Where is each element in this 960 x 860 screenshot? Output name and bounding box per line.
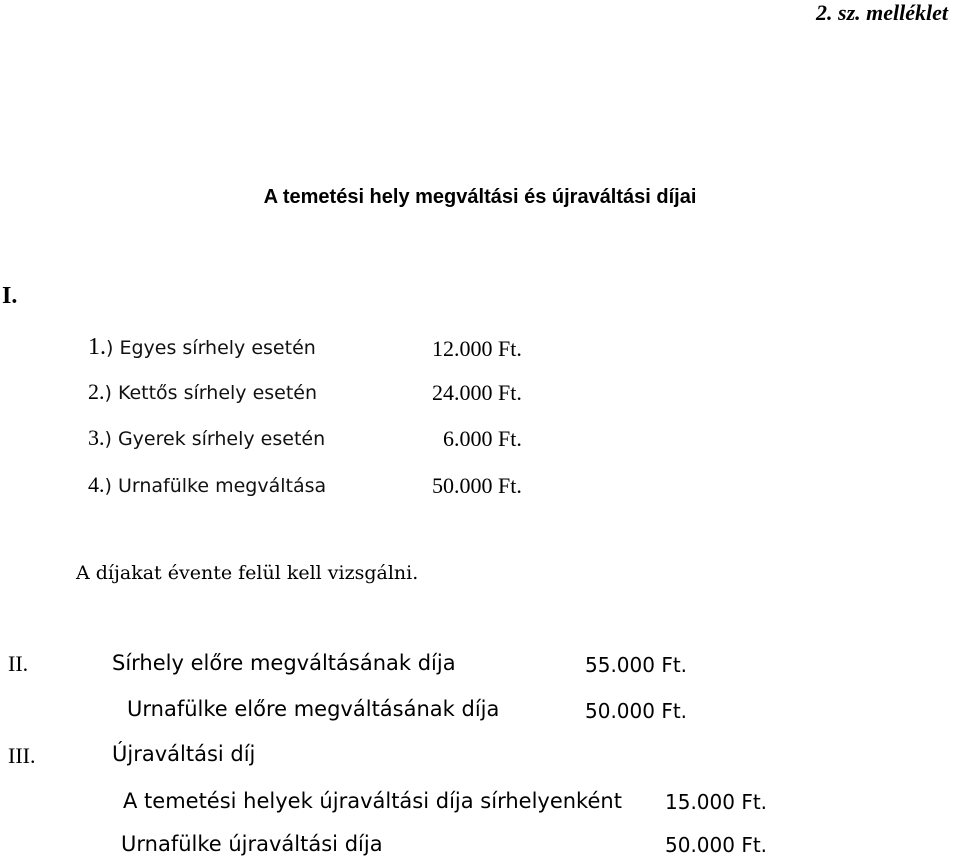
list-item [88,427,325,449]
section-3-heading: Újraváltási díj [112,742,256,766]
section-3-numeral: III. [8,743,36,768]
item-number: 3. [88,425,105,450]
item-amount: 50.000 Ft. [432,473,522,498]
item-label: ) Egyes sírhely esetén [106,337,316,359]
section-2-numeral: II. [8,651,29,676]
section-3-row-label: A temetési helyek újraváltási díja sírhelyenként [123,789,622,813]
item-amount: 6.000 Ft. [443,426,522,451]
section-3-row-amount: 50.000 Ft. [665,833,768,857]
item-label: ) Urnafülke megváltása [104,475,327,497]
section-2-row-label: Urnafülke előre megváltásának díja [127,697,500,721]
section-2-row-label: Sírhely előre megváltásának díja [112,651,456,675]
annex-label: 2. sz. melléklet [816,0,948,25]
item-number: 1. [88,334,106,360]
section-3-row-label: Urnafülke újraváltási díja [121,832,383,856]
item-amount: 24.000 Ft. [432,380,522,405]
item-amount: 12.000 Ft. [432,336,522,361]
list-item [88,381,317,403]
item-number: 2. [88,379,105,404]
section-1-numeral: I. [2,283,18,309]
list-item [88,474,326,496]
section-2-row-amount: 55.000 Ft. [585,653,688,677]
item-label: ) Kettős sírhely esetén [104,382,318,404]
item-label: ) Gyerek sírhely esetén [104,428,326,450]
review-note: A díjakat évente felül kell vizsgálni. [76,562,419,584]
item-number: 4. [88,472,105,497]
section-3-row-amount: 15.000 Ft. [665,790,768,814]
section-2-row-amount: 50.000 Ft. [585,699,688,723]
document-title: A temetési hely megváltási és újraváltási díjai [263,186,697,208]
list-item [88,335,316,359]
